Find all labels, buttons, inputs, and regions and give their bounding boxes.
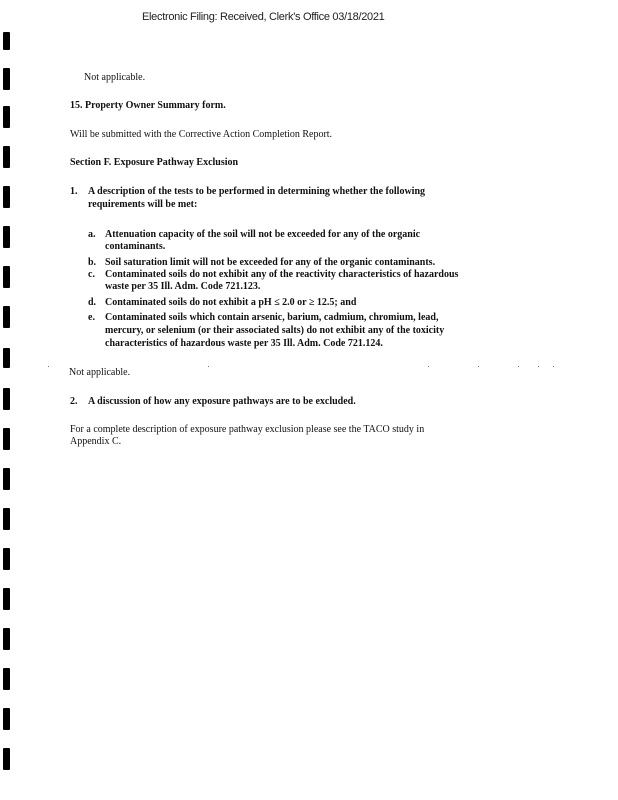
question-1-line-2: requirements will be met: [88,199,198,210]
question-1-line-1: A description of the tests to be performed in determining whether the following [88,186,426,197]
question-2-number: 2. [70,396,78,407]
list-item-line: Contaminated soils do not exhibit any of the reactivity characteristics of hazardous [105,269,459,280]
list-item-line: Attenuation capacity of the soil will not be exceeded for any of the organic [105,229,421,240]
list-item-line: mercury, or selenium (or their associated salts) do not exhibit any of the toxicity [105,325,445,336]
list-item-label: c. [88,269,95,280]
question-2-answer-line-2: Appendix C. [70,436,122,447]
question-2-text: A discussion of how any exposure pathways are to be excluded. [88,396,356,407]
list-item-line: Contaminated soils which contain arsenic, barium, cadmium, chromium, lead, [105,312,439,323]
list-item-label: a. [88,229,96,240]
list-item-line: Soil saturation limit will not be exceeded for any of the organic contaminants. [105,257,436,268]
list-item-line: waste per 35 Ill. Adm. Code 721.123. [105,281,261,292]
not-applicable-top: Not applicable. [84,72,146,83]
list-item-label: b. [88,257,97,268]
filing-stamp: Electronic Filing: Received, Clerk's Office 03/18/2021 [142,11,385,23]
not-applicable-mid: Not applicable. [69,367,131,378]
list-item-line: characteristics of hazardous waste per 35 Ill. Adm. Code 721.124. [105,338,383,349]
list-item-label: d. [88,297,97,308]
list-item-line: Contaminated soils do not exhibit a pH ≤ 2.0 or ≥ 12.5; and [105,297,357,308]
binder-holes [3,0,13,800]
item-15-heading: 15. Property Owner Summary form. [70,100,226,111]
question-2-answer-line-1: For a complete description of exposure pathway exclusion please see the TACO study in [70,424,425,435]
section-f-heading: Section F. Exposure Pathway Exclusion [70,157,239,168]
list-item-line: contaminants. [105,241,166,252]
question-1-number: 1. [70,186,78,197]
item-15-text: Will be submitted with the Corrective Action Completion Report. [70,129,333,140]
list-item-label: e. [88,312,95,323]
